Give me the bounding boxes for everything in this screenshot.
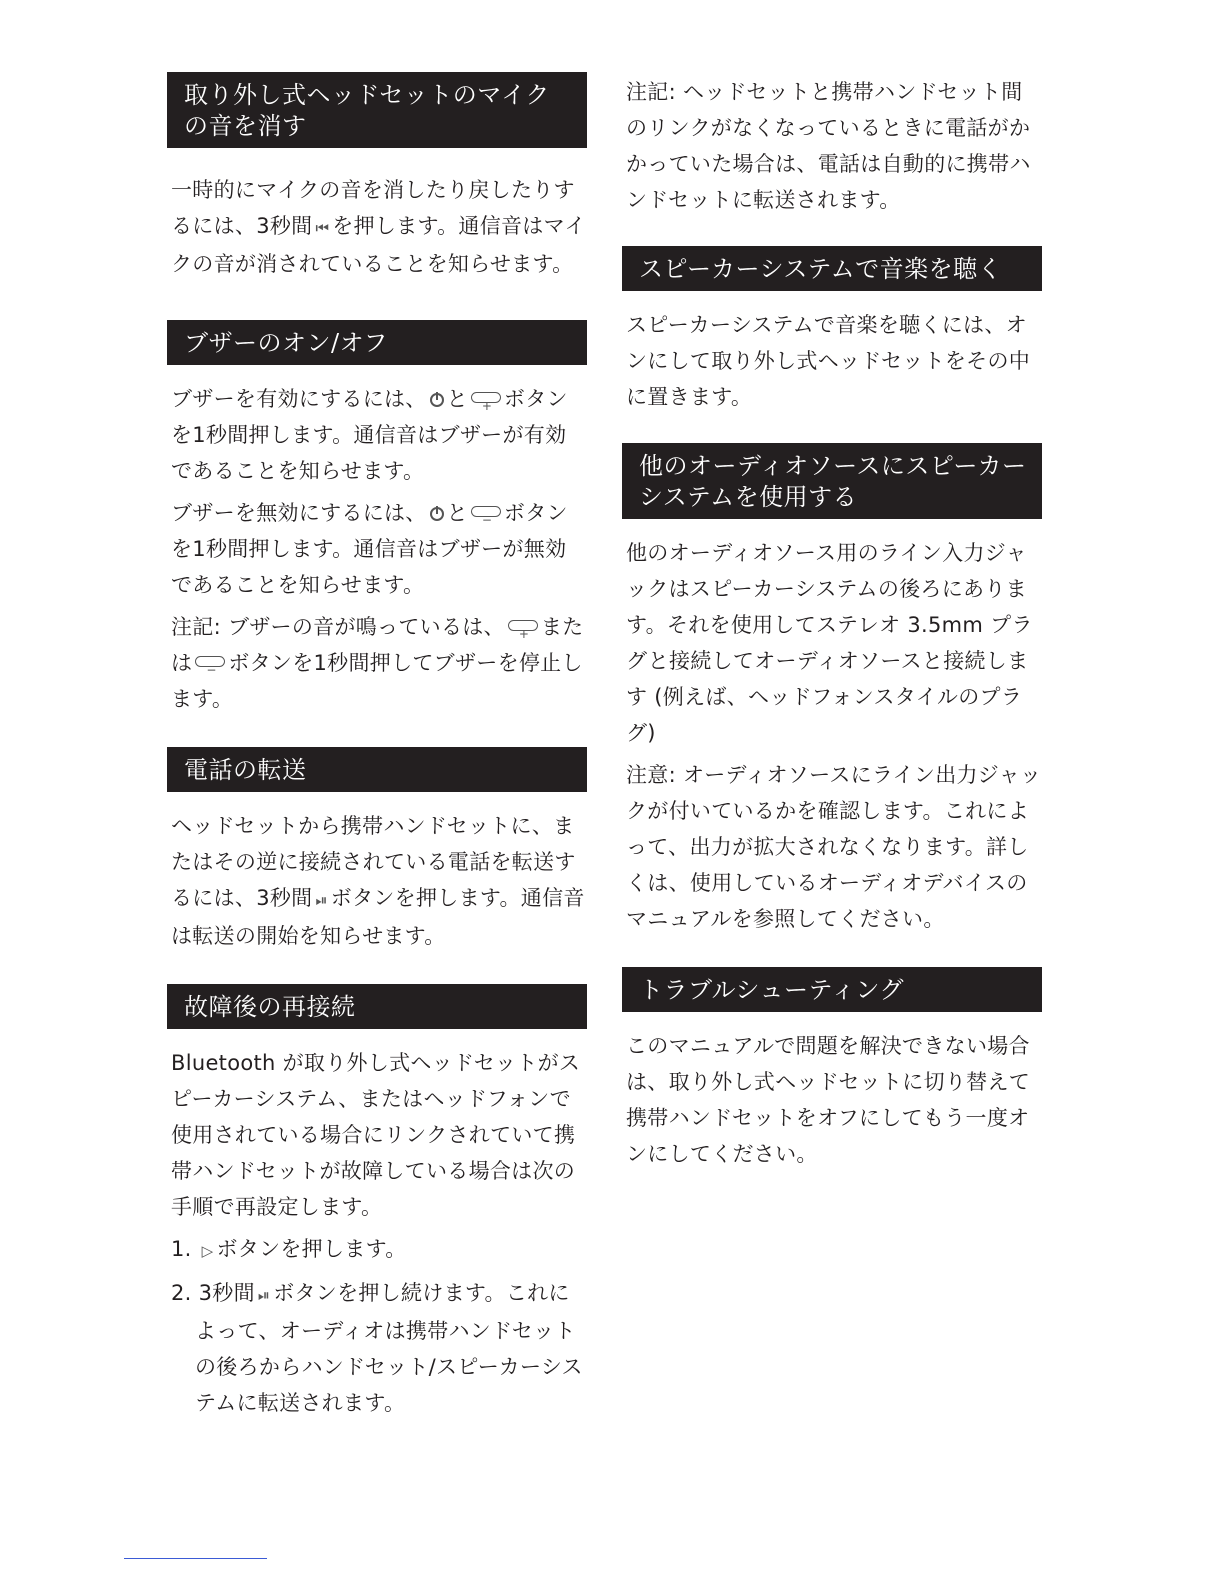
paragraph-reconnect: Bluetooth が取り外し式ヘッドセットがスピーカーシステム、またはヘッドフォンで使用されている場合にリンクされていて携帯ハンドセットが故障している場合は次の手順で再設定します。 xyxy=(171,1051,581,1219)
heading-reconnect: 故障後の再接続 xyxy=(167,984,587,1029)
heading-other-audio: 他のオーディオソースにスピーカーシステムを使用する xyxy=(622,443,1042,519)
volume-down-button-icon xyxy=(471,506,501,527)
heading-listen-music: スピーカーシステムで音楽を聴く xyxy=(622,246,1042,291)
power-icon xyxy=(430,393,444,407)
paragraph-troubleshooting: このマニュアルで問題を解決できない場合は、取り外し式ヘッドセットに切り替えて携帯ハンドセットをオフにしてもう一度オンにしてください。 xyxy=(626,1034,1031,1166)
minus-mark: − xyxy=(481,512,493,527)
text-fragment: 一時的にマイクの音を消したり戻したりするには、3秒間 xyxy=(171,178,575,238)
text-fragment: ブザーを有効にするには、 xyxy=(171,387,427,411)
text-fragment: ブザーを無効にするには、 xyxy=(171,501,427,525)
minus-mark: − xyxy=(206,662,217,677)
power-icon xyxy=(430,507,444,521)
left-column xyxy=(167,72,587,1421)
heading-mute-mic: 取り外し式ヘッドセットのマイクの音を消す xyxy=(167,72,587,148)
note-link-lost: 注記: ヘッドセットと携帯ハンドセット間のリンクがなくなっているときに電話がかかっていた場合は、電話は自動的に携帯ハンドセットに転送されます。 xyxy=(626,80,1031,212)
caution-line-out: 注意: オーディオソースにライン出力ジャックが付いているかを確認します。これによって、出力が拡大されなくなります。詳しくは、使用しているオーディオデバイスのマニュアルを参照してください。 xyxy=(626,763,1042,931)
paragraph-line-in: 他のオーディオソース用のライン入力ジャックはスピーカーシステムの後ろにあります。それを使用してステレオ 3.5mm プラグと接続してオーディオソースと接続します (例えば、ヘッドフォンスタイルのプラグ) xyxy=(626,541,1033,745)
heading-call-transfer: 電話の転送 xyxy=(167,747,587,792)
text-fragment: 3秒間 xyxy=(198,1281,255,1305)
transfer-button-icon: ⏯ xyxy=(257,1286,271,1304)
plus-mark: + xyxy=(518,626,530,641)
volume-down-button-icon xyxy=(195,656,225,677)
volume-up-button-icon xyxy=(508,620,538,641)
footer-rule xyxy=(124,1558,267,1559)
heading-buzzer: ブザーのオン/オフ xyxy=(167,320,587,365)
plus-mark: + xyxy=(481,398,493,413)
paragraph-buzzer-enable xyxy=(167,381,587,489)
text-fragment: ボタンを押します。 xyxy=(216,1237,407,1261)
paragraph-call-transfer xyxy=(167,808,587,954)
text-fragment: または xyxy=(171,615,584,675)
paragraph-listen-music: スピーカーシステムで音楽を聴くには、オンにして取り外し式ヘッドセットをその中に置きます。 xyxy=(626,313,1031,409)
paragraph-mute-mic xyxy=(167,172,587,282)
step-number: 2. xyxy=(171,1281,192,1305)
step-number: 1. xyxy=(171,1237,192,1261)
text-fragment: ボタンを1秒間押します。通信音はブザーが有効であることを知らせます。 xyxy=(171,387,568,483)
list-item-step-2 xyxy=(167,1275,587,1421)
text-fragment: と xyxy=(446,387,468,411)
mute-button-icon: ⏮ xyxy=(315,219,330,237)
note-buzzer xyxy=(167,609,587,717)
play-button-icon: ▷ xyxy=(201,1242,214,1260)
heading-troubleshooting: トラブルシューティング xyxy=(622,967,1042,1012)
paragraph-buzzer-disable xyxy=(167,495,587,603)
volume-up-button-icon xyxy=(471,392,501,413)
text-fragment: ボタンを押します。通信音は転送の開始を知らせます。 xyxy=(171,886,585,948)
right-column xyxy=(622,72,1042,1172)
text-fragment: を押します。通信音はマイクの音が消されていることを知らせます。 xyxy=(171,214,586,276)
text-fragment: 注記: ブザーの音が鳴っているは、 xyxy=(171,615,505,639)
text-fragment: ボタンを押し続けます。これによって、オーディオは携帯ハンドセットの後ろからハンドセット/スピーカーシステムに転送されます。 xyxy=(195,1281,583,1415)
text-fragment: と xyxy=(446,501,468,525)
text-fragment: ボタンを1秒間押してブザーを停止します。 xyxy=(171,651,583,711)
text-fragment: ボタンを1秒間押します。通信音はブザーが無効であることを知らせます。 xyxy=(171,501,568,597)
list-item-step-1 xyxy=(167,1231,587,1269)
transfer-button-icon: ⏯ xyxy=(315,891,328,909)
text-fragment: ヘッドセットから携帯ハンドセットに、またはその逆に接続されている電話を転送するには、3秒間 xyxy=(171,814,576,910)
